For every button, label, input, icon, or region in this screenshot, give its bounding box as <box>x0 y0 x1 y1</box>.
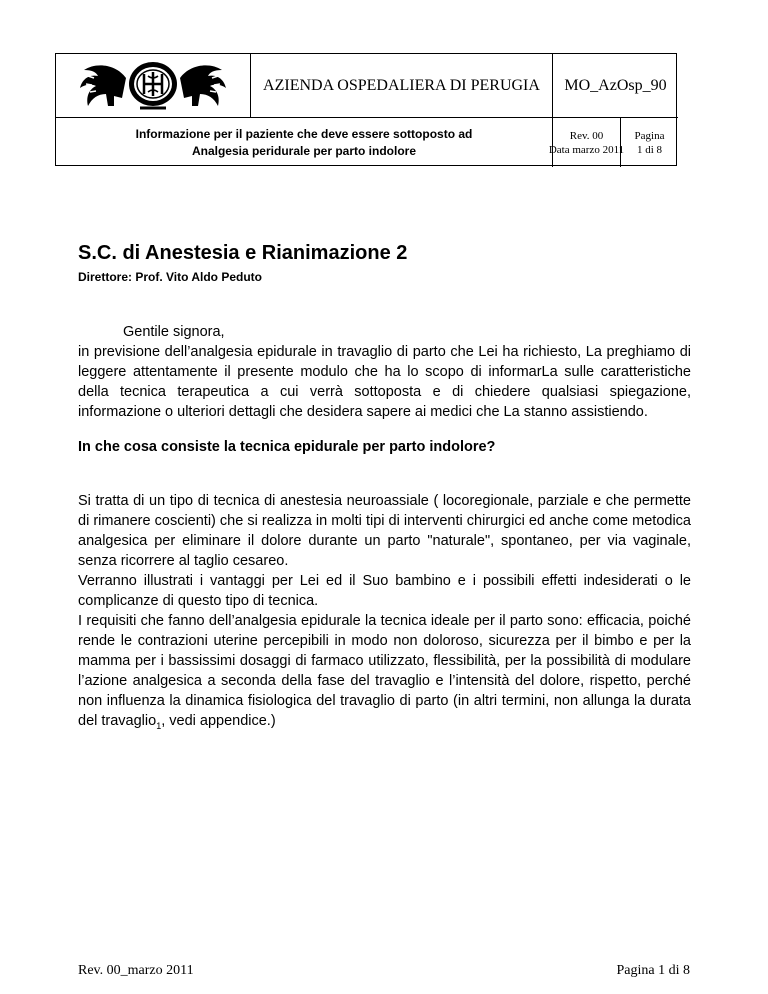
explanation-part-c-end: , vedi appendice.) <box>161 713 276 729</box>
footer-revision: Rev. 00_marzo 2011 <box>78 963 194 978</box>
page-label: Pagina <box>634 129 665 142</box>
footnote-reference: 1 <box>156 720 162 731</box>
explanation-paragraph <box>78 491 691 736</box>
document-header-table <box>55 53 677 166</box>
page-number: 1 di 8 <box>636 143 663 156</box>
document-subject-line2: Analgesia peridurale per parto indolore <box>191 143 417 158</box>
explanation-part-b: Verranno illustrati i vantaggi per Lei ed il Suo bambino e i possibili effetti indesiderati o le complicanze di questo tipo di tecnica. <box>78 573 691 609</box>
document-subject <box>56 118 553 167</box>
greeting: Gentile signora, <box>123 324 225 340</box>
footer-page-number: Pagina 1 di 8 <box>616 963 690 978</box>
revision-number: Rev. 00 <box>569 129 604 142</box>
explanation-part-c <box>78 611 691 736</box>
explanation-part-c-text: I requisiti che fanno dell’analgesia epidurale la tecnica ideale per il parto sono: efficacia, poiché rende le contrazioni uterine percepibili in modo non doloroso, sicurezza per il bimbo e per la mamma per i bassissimi dosaggi di farmaco utilizzato, flessibilità, per la possibilità di modulare l’azione analgesica a seconda della fase del travaglio e l’intensità del dolore, rispetto, perché non influenza la dinamica fisiologica del travaglio di parto (in altri termini, non allunga la durata del travaglio <box>78 613 691 729</box>
section-question: In che cosa consiste la tecnica epidurale per parto indolore? <box>78 439 496 455</box>
intro-paragraph: in previsione dell’analgesia epidurale in travaglio di parto che Lei ha richiesto, La preghiamo di leggere attentamente il presente modulo che ha lo scopo di informarLa sulle caratteristiche della tecnica terapeutica a cui verrà sottoposta e di chiedere qualsiasi spiegazione, informazione o ulteriori dettagli che desidera sapere ai medici che La stanno assistiendo. <box>78 344 691 420</box>
document-subject-line1: Informazione per il paziente che deve essere sottoposto ad <box>135 126 473 141</box>
department-director: Direttore: Prof. Vito Aldo Peduto <box>78 270 263 284</box>
griffin-crest-logo-icon <box>78 58 228 114</box>
department-title: S.C. di Anestesia e Rianimazione 2 <box>78 242 408 264</box>
page-cell <box>621 118 678 167</box>
revision-date: Data marzo 2011 <box>548 143 625 156</box>
revision-cell <box>548 118 625 167</box>
document-code: MO_AzOsp_90 <box>553 54 678 118</box>
explanation-part-a: Si tratta di un tipo di tecnica di anestesia neuroassiale ( locoregionale, parziale e che permette di rimanere coscienti) che si realizza in molti tipi di interventi chirurgici ed anche come metodica analgesica per eliminare il dolore durante un parto "naturale", spontaneo, per via vaginale, senza ricorrere al taglio cesareo. <box>78 493 691 569</box>
organization-name: AZIENDA OSPEDALIERA DI PERUGIA <box>251 54 553 118</box>
logo-cell <box>56 54 251 118</box>
